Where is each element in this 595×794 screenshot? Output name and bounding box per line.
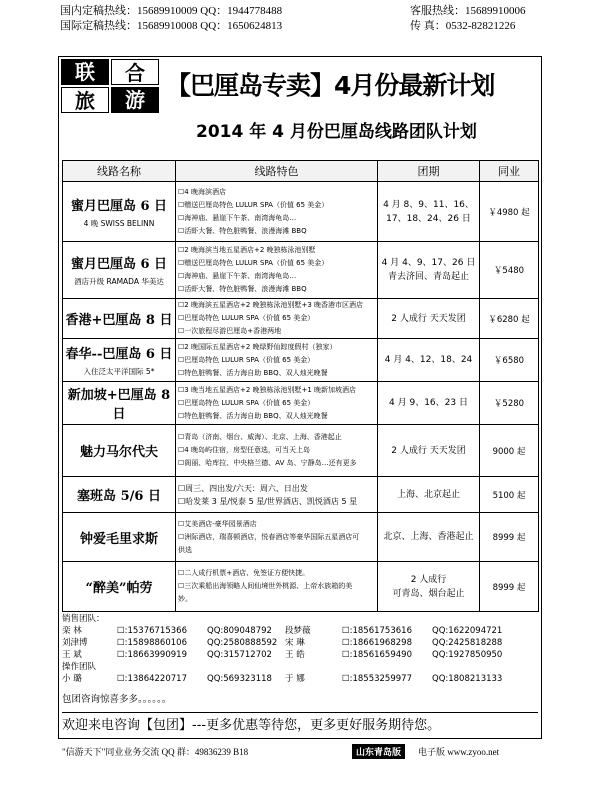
logo-char-4: 游 <box>111 87 159 113</box>
header-departure: 团期 <box>378 161 480 182</box>
contact-qq: QQ:1927850950 <box>432 650 503 660</box>
contact-section <box>62 614 538 710</box>
contact-qq: QQ:2580888592 <box>207 638 278 648</box>
contact-phone: ☐:18561753616 <box>342 626 412 636</box>
route-name: 钟爱毛里求斯 <box>63 513 176 562</box>
header-route-features: 线路特色 <box>176 161 378 182</box>
header-route-name: 线路名称 <box>63 161 176 182</box>
route-features: ☐4 晚海滨酒店 ☐赠送巴厘岛特色 LULUR SPA（价值 65 美金） ☐海神庙、悬崖下午茶、南湾海龟岛… ☐活虾大餐、特色脏鸭餐、浪漫海滩 BBQ <box>176 182 378 242</box>
contact-name: 于 娜 <box>285 674 305 684</box>
route-price: ￥5280 <box>480 382 539 425</box>
route-name: 蜜月巴厘岛 6 日 4 晚 SWISS BELINN <box>63 182 176 242</box>
welcome-message: 欢迎来电咨询【包团】---更多优惠等待您，更多更好服务期待您。 <box>62 718 441 733</box>
banner-title: 【巴厘岛专卖】4月份最新计划 <box>166 71 495 100</box>
route-dates: 4 月 9、16、23 日 <box>378 382 480 425</box>
route-name: 蜜月巴厘岛 6 日 酒店升级 RAMADA 华美达 <box>63 242 176 299</box>
logo-char-2: 合 <box>111 59 159 85</box>
route-features: ☐2 晚海滨五星酒店+2 晚独栋泳池别墅+3 晚香港市区酒店 ☐巴厘岛特色 LULUR SPA（价值 65 美金） ☐一次旅程尽游巴厘岛+香港两地 <box>176 299 378 339</box>
route-dates: 2 人成行 天天发团 <box>378 299 480 339</box>
logo <box>61 59 161 115</box>
domestic-hotline: 国内定稿热线：15689910009 QQ：1944778488 <box>60 5 283 17</box>
page-subtitle: 2014 年 4 月份巴厘岛线路团队计划 <box>196 122 477 142</box>
divider <box>62 712 538 713</box>
contact-qq: QQ:315712702 <box>207 650 272 660</box>
route-price: 8999 起 <box>480 513 539 562</box>
sales-team-title: 销售团队： <box>62 614 105 624</box>
contact-qq: QQ:569323118 <box>207 674 272 684</box>
contact-name: 段梦薇 <box>285 626 311 636</box>
contact-phone: ☐:15898860106 <box>117 638 187 648</box>
route-name: 塞班岛 5/6 日 <box>63 477 176 513</box>
table-row <box>63 562 539 612</box>
contact-qq: QQ:1622094721 <box>432 626 503 636</box>
contact-phone: ☐:15376715366 <box>117 626 187 636</box>
route-features: ☐2 晚国际五星酒店+2 晚绿野仙踪度假村（独家） ☐巴厘岛特色 LULUR SPA（价值 65 美金） ☐特色脏鸭餐、活力海自助 BBQ、双人烛光晚餐 <box>176 339 378 382</box>
route-name: “醉美”帕劳 <box>63 562 176 612</box>
contact-qq: QQ:2425818288 <box>432 638 503 648</box>
contact-qq: QQ:1808213133 <box>432 674 503 684</box>
fax-number: 传 真：0532-82821226 <box>410 20 516 32</box>
route-price: ￥4980 起 <box>480 182 539 242</box>
footer-qq-group: "信游天下"同业业务交流 QQ 群：49836239 B18 <box>62 747 249 757</box>
route-price: 5100 起 <box>480 477 539 513</box>
logo-char-1: 联 <box>61 59 109 85</box>
route-price: 9000 起 <box>480 425 539 477</box>
route-dates: 2 人成行 可青岛、烟台起止 <box>378 562 480 612</box>
contact-phone: ☐:18561659490 <box>342 650 412 660</box>
footer-website[interactable]: 电子版 www.zyoo.net <box>418 747 500 757</box>
contact-qq: QQ:809048792 <box>207 626 272 636</box>
route-price: 8999 起 <box>480 562 539 612</box>
contact-phone: ☐:18553259977 <box>342 674 412 684</box>
route-table <box>62 160 539 612</box>
table-row <box>63 299 539 339</box>
route-name: 香港+巴厘岛 8 日 <box>63 299 176 339</box>
table-row <box>63 513 539 562</box>
route-features: ☐艾美酒店-豪华园景酒店 ☐洲际酒店，瑞喜顿酒店，悦春酒店等豪华国际五星酒店可 供选 <box>176 513 378 562</box>
route-features: ☐3 晚当地五星酒店+2 晚独栋泳池别墅+1 晚新加坡酒店 ☐巴厘岛特色 LULUR SPA（价值 65 美金） ☐特色脏鸭餐、活力海自助 BBQ、双人烛光晚餐 <box>176 382 378 425</box>
table-row <box>63 339 539 382</box>
route-features: ☐二人成行机票+酒店、免签证方便快捷。 ☐三次乘船出海领略人间仙境世外桃源、上帝水族箱的美 妙。 <box>176 562 378 612</box>
table-header-row <box>63 161 539 182</box>
international-hotline: 国际定稿热线：15689910008 QQ：1650624813 <box>60 20 283 32</box>
contact-name: 栾 林 <box>62 626 82 636</box>
table-row <box>63 242 539 299</box>
contact-phone: ☐:18663990919 <box>117 650 187 660</box>
route-name: 魅力马尔代夫 <box>63 425 176 477</box>
route-dates: 4 月 4、9、17、26 日 青去济回、青岛起止 <box>378 242 480 299</box>
route-price: ￥5480 <box>480 242 539 299</box>
route-features: ☐周三、四出发/六天：周六、日出发 ☐哈发莱 3 星/悦泰 5 星/世界酒店、凯悦酒店 5 星 <box>176 477 378 513</box>
table-row <box>63 182 539 242</box>
route-name: 春华--巴厘岛 6 日 入住泛太平洋国际 5* <box>63 339 176 382</box>
route-features: ☐2 晚海滨当地五星酒店+2 晚独栋泳池别墅 ☐赠送巴厘岛特色 LULUR SPA（价值 65 美金） ☐海神庙、悬崖下午茶、南湾海龟岛… ☐活虾大餐、特色脏鸭餐、浪漫海滩 BBQ <box>176 242 378 299</box>
service-hotline: 客服热线：15689910006 <box>410 5 526 17</box>
contact-name: 小 璐 <box>62 674 82 684</box>
contact-phone: ☐:13864220717 <box>117 674 187 684</box>
ops-team-title: 操作团队 <box>62 662 97 672</box>
route-name: 新加坡+巴厘岛 8 日 <box>63 382 176 425</box>
footer-edition-badge: 山东青岛版 <box>352 744 405 759</box>
table-row <box>63 425 539 477</box>
contact-phone: ☐:18661968298 <box>342 638 412 648</box>
table-row <box>63 477 539 513</box>
route-price: ￥6580 <box>480 339 539 382</box>
route-dates: 2 人成行 天天发团 <box>378 425 480 477</box>
header-trade-price: 同业 <box>480 161 539 182</box>
route-price: ￥6280 起 <box>480 299 539 339</box>
contact-name: 宋 琳 <box>285 638 305 648</box>
group-inquiry-note: 包团咨询惊喜多多。。。。。。 <box>62 694 172 705</box>
route-features: ☐青岛（济南、烟台、威海）、北京、上海、香港起止 ☐4 晚岛屿住宿，房型任意选，可当天上岛 ☐阁丽、哈库拉、中央格兰德、AV 岛、宁静岛…还有更多 <box>176 425 378 477</box>
route-dates: 北京、上海、香港起止 <box>378 513 480 562</box>
contact-name: 王 皓 <box>285 650 305 660</box>
route-dates: 4 月 4、12、18、24 <box>378 339 480 382</box>
contact-name: 王 斌 <box>62 650 82 660</box>
table-row <box>63 382 539 425</box>
route-dates: 上海、北京起止 <box>378 477 480 513</box>
contact-name: 刘津博 <box>62 638 88 648</box>
route-dates: 4 月 8、9、11、16、 17、18、24、26 日 <box>378 182 480 242</box>
logo-char-3: 旅 <box>61 87 109 113</box>
